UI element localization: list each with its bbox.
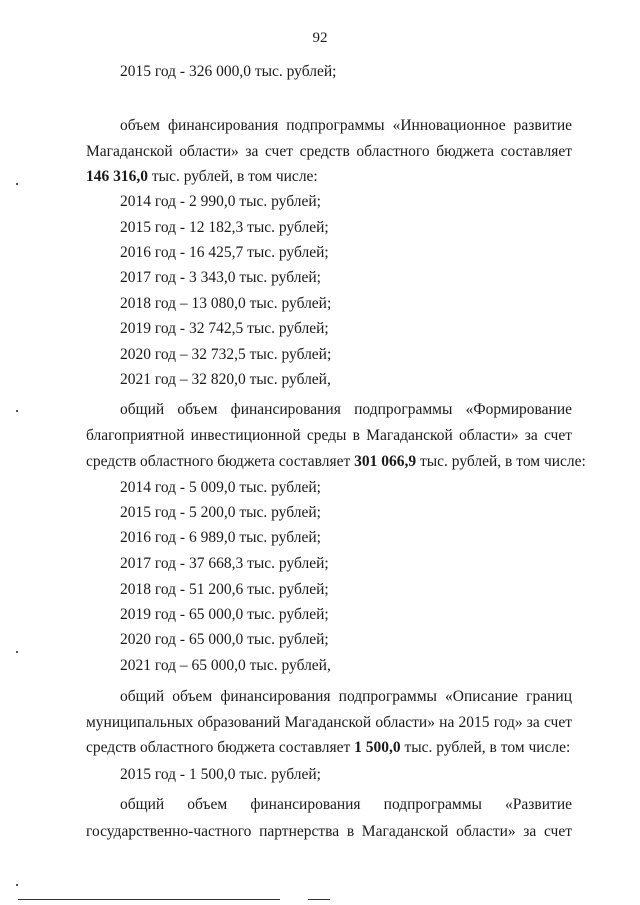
text-span: тыс. рублей, в том числе: xyxy=(148,168,318,185)
year-line: 2016 год - 6 989,0 тыс. рублей; xyxy=(120,529,321,546)
year-line: 2016 год - 16 425,7 тыс. рублей; xyxy=(120,244,329,261)
year-line: 2019 год - 65 000,0 тыс. рублей; xyxy=(120,606,329,623)
year-line: 2015 год - 1 500,0 тыс. рублей; xyxy=(120,766,321,783)
year-line: 2020 год – 32 732,5 тыс. рублей; xyxy=(120,346,332,363)
year-line: 2014 год - 5 009,0 тыс. рублей; xyxy=(120,479,321,496)
paragraph-line: общий объем финансирования подпрограммы «Развитие xyxy=(120,796,572,813)
paragraph-line: государственно-частного партнерства в Магаданской области» за счет xyxy=(86,823,572,840)
year-line: 2017 год - 37 668,3 тыс. рублей; xyxy=(120,555,329,572)
text-span: тыс. рублей, в том числе: xyxy=(400,739,571,756)
year-line: 2014 год - 2 990,0 тыс. рублей; xyxy=(120,193,321,210)
year-line: 2015 год - 12 182,3 тыс. рублей; xyxy=(120,219,329,236)
year-line: 2017 год - 3 343,0 тыс. рублей; xyxy=(120,269,321,286)
paragraph-line: Магаданской области» за счет средств областного бюджета составляет xyxy=(86,143,572,160)
paragraph-line xyxy=(86,452,586,472)
year-line: 2020 год - 65 000,0 тыс. рублей; xyxy=(120,631,329,648)
scan-mark xyxy=(16,884,18,886)
year-line: 2021 год – 65 000,0 тыс. рублей, xyxy=(120,657,331,674)
paragraph-line xyxy=(86,738,570,758)
amount-bold: 1 500,0 xyxy=(354,739,401,756)
paragraph-line: общий объем финансирования подпрограммы «Описание границ xyxy=(120,688,572,705)
scan-mark xyxy=(16,651,18,653)
year-line: 2021 год – 32 820,0 тыс. рублей, xyxy=(120,371,331,388)
paragraph-line: общий объем финансирования подпрограммы «Формирование xyxy=(120,401,572,418)
paragraph-line: муниципальных образований Магаданской области» на 2015 год» за счет xyxy=(86,714,572,731)
bottom-rule xyxy=(18,899,280,900)
amount-bold: 301 066,9 xyxy=(354,453,417,470)
bottom-rule xyxy=(308,899,330,900)
year-line: 2019 год - 32 742,5 тыс. рублей; xyxy=(120,320,329,337)
text-line: 2015 год - 326 000,0 тыс. рублей; xyxy=(120,63,337,80)
page-number: 92 xyxy=(312,30,328,46)
scan-mark xyxy=(16,410,18,412)
text-span: средств областного бюджета составляет xyxy=(86,739,355,756)
paragraph-line xyxy=(86,167,318,187)
year-line: 2018 год – 13 080,0 тыс. рублей; xyxy=(120,295,332,312)
text-span: средств областного бюджета составляет xyxy=(86,453,355,470)
amount-bold: 146 316,0 xyxy=(86,168,148,185)
scan-mark xyxy=(16,183,18,185)
paragraph-line: объем финансирования подпрограммы «Инновационное развитие xyxy=(120,117,572,134)
year-line: 2018 год - 51 200,6 тыс. рублей; xyxy=(120,581,329,598)
paragraph-line: благоприятной инвестиционной среды в Магаданской области» за счет xyxy=(86,427,572,444)
year-line: 2015 год - 5 200,0 тыс. рублей; xyxy=(120,504,321,521)
text-span: тыс. рублей, в том числе: xyxy=(416,453,586,470)
